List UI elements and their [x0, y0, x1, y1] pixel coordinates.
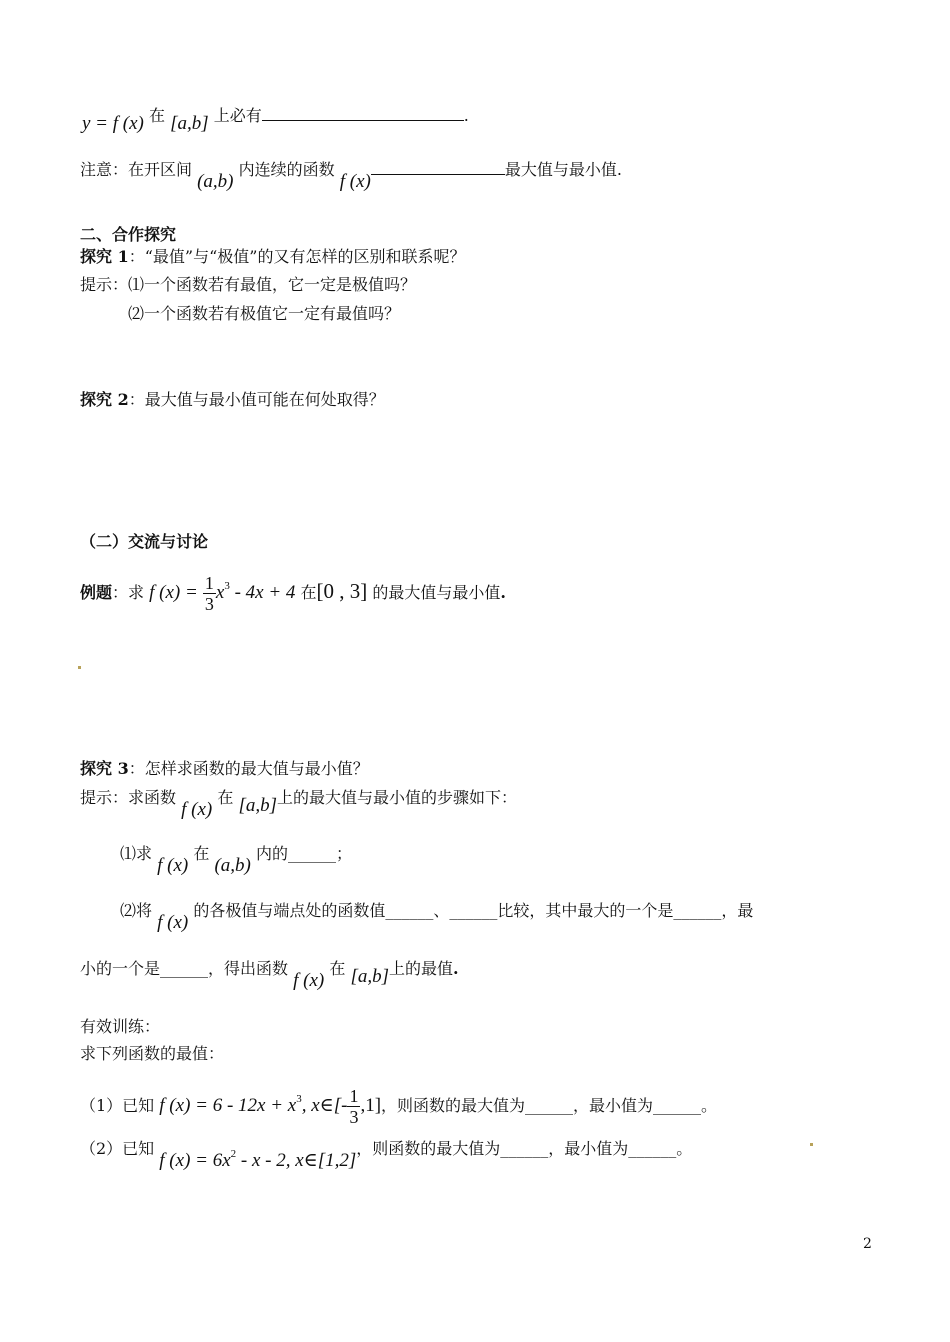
text: 小的一个是______，得出函数	[80, 959, 289, 978]
math-f: f (x) =	[149, 582, 198, 603]
math-expr: , x∈[-	[301, 1095, 348, 1116]
math-fx: f (x)	[181, 799, 213, 820]
text: ⑴求	[120, 844, 153, 863]
math-expr: f (x) = 6 - 12x + x	[159, 1095, 297, 1116]
mark-dot	[78, 666, 81, 669]
answer-blank	[371, 158, 505, 175]
line-note	[80, 158, 622, 192]
explore-label: 探究 2	[80, 390, 129, 409]
practice-2	[80, 1131, 693, 1171]
text: 上的最大值与最小值的步骤如下：	[276, 788, 517, 807]
text: ：“最值”与“极值”的又有怎样的区别和联系呢？	[128, 247, 466, 266]
math-fx: f (x)	[293, 970, 325, 991]
math-expr: - 4x + 4	[229, 582, 296, 603]
answer-blank	[366, 104, 464, 121]
text: ⑵将	[120, 901, 153, 920]
subsection-title: （二）交流与讨论	[80, 532, 209, 551]
hint-1b: ⑵一个函数若有极值它一定有最值吗？	[128, 304, 401, 323]
example	[80, 572, 506, 614]
math-interval-ab: [a,b]	[170, 113, 209, 134]
math-interval-ab-open: (a,b)	[214, 855, 251, 876]
step-2-cont	[80, 958, 459, 991]
exponent: 3	[224, 580, 230, 592]
practice-sub: 求下列函数的最值：	[80, 1044, 225, 1063]
math-interval: [0 , 3]	[316, 579, 368, 603]
step-2	[120, 900, 754, 933]
text: （1）已知	[80, 1096, 155, 1115]
math-expr: - x - 2, x∈[1,2]	[236, 1150, 357, 1171]
section-title: 二、合作探究	[80, 225, 177, 244]
explore-1	[80, 246, 465, 268]
math-expr: ,1]	[360, 1095, 382, 1116]
explore-2	[80, 389, 385, 411]
text: 内连续的函数	[238, 160, 335, 179]
fraction: $\frac{1}{3}$	[204, 573, 214, 614]
math-interval-ab-open: (a,b)	[197, 171, 234, 192]
practice-title: 有效训练：	[80, 1017, 161, 1036]
text: 的最大值与最小值	[372, 583, 501, 602]
example-label: 例题	[80, 583, 113, 602]
text: 在	[217, 788, 234, 807]
math-y-eq-fx: y = f (x)	[82, 113, 144, 134]
math-x: x	[215, 582, 225, 603]
explore-label: 探究 1	[80, 247, 129, 266]
text: .	[500, 583, 506, 602]
math-fx: f (x)	[339, 171, 371, 192]
math-interval-ab: [a,b]	[350, 966, 389, 987]
fraction: $\frac{1}{3}$	[349, 1086, 359, 1127]
text: 注意：在开区间	[80, 160, 193, 179]
text: 在	[300, 583, 317, 602]
text: 内的______；	[255, 844, 352, 863]
math-fx: f (x)	[157, 912, 189, 933]
text: ，则函数的最大值为______，最小值为______。	[381, 1096, 718, 1115]
answer-blank	[262, 104, 366, 121]
text: .	[463, 106, 469, 125]
text: 提示：求函数	[80, 788, 177, 807]
page-number: 2	[863, 1236, 872, 1252]
math-interval-ab: [a,b]	[238, 795, 277, 816]
step-1	[120, 843, 352, 876]
explore-3	[80, 758, 369, 780]
text: 的各极值与端点处的函数值______、______比较，其中最大的一个是______，最	[193, 901, 754, 920]
text: 上必有	[213, 106, 262, 125]
text: 上的最值	[388, 959, 453, 978]
text: 最大值与最小值.	[504, 160, 622, 179]
text: .	[453, 959, 459, 978]
text: 在	[148, 106, 165, 125]
text: （2）已知	[80, 1139, 155, 1158]
math-fx: f (x)	[157, 855, 189, 876]
text: 在	[193, 844, 210, 863]
text: ：求	[112, 583, 145, 602]
math-expr: f (x) = 6x	[159, 1150, 231, 1171]
text: 在	[329, 959, 346, 978]
exponent: 3	[296, 1093, 302, 1105]
text: ：最大值与最小值可能在何处取得？	[128, 390, 385, 409]
hint-1a: 提示：⑴一个函数若有最值，它一定是极值吗？	[80, 275, 417, 294]
text: ，则函数的最大值为______，最小值为______。	[356, 1139, 693, 1158]
exponent: 2	[230, 1148, 237, 1160]
line-max-statement	[82, 104, 469, 134]
text: ：怎样求函数的最大值与最小值？	[128, 759, 369, 778]
hint-3	[80, 787, 517, 820]
explore-label: 探究 3	[80, 759, 129, 778]
mark-dot	[810, 1143, 813, 1146]
practice-1	[80, 1085, 717, 1127]
